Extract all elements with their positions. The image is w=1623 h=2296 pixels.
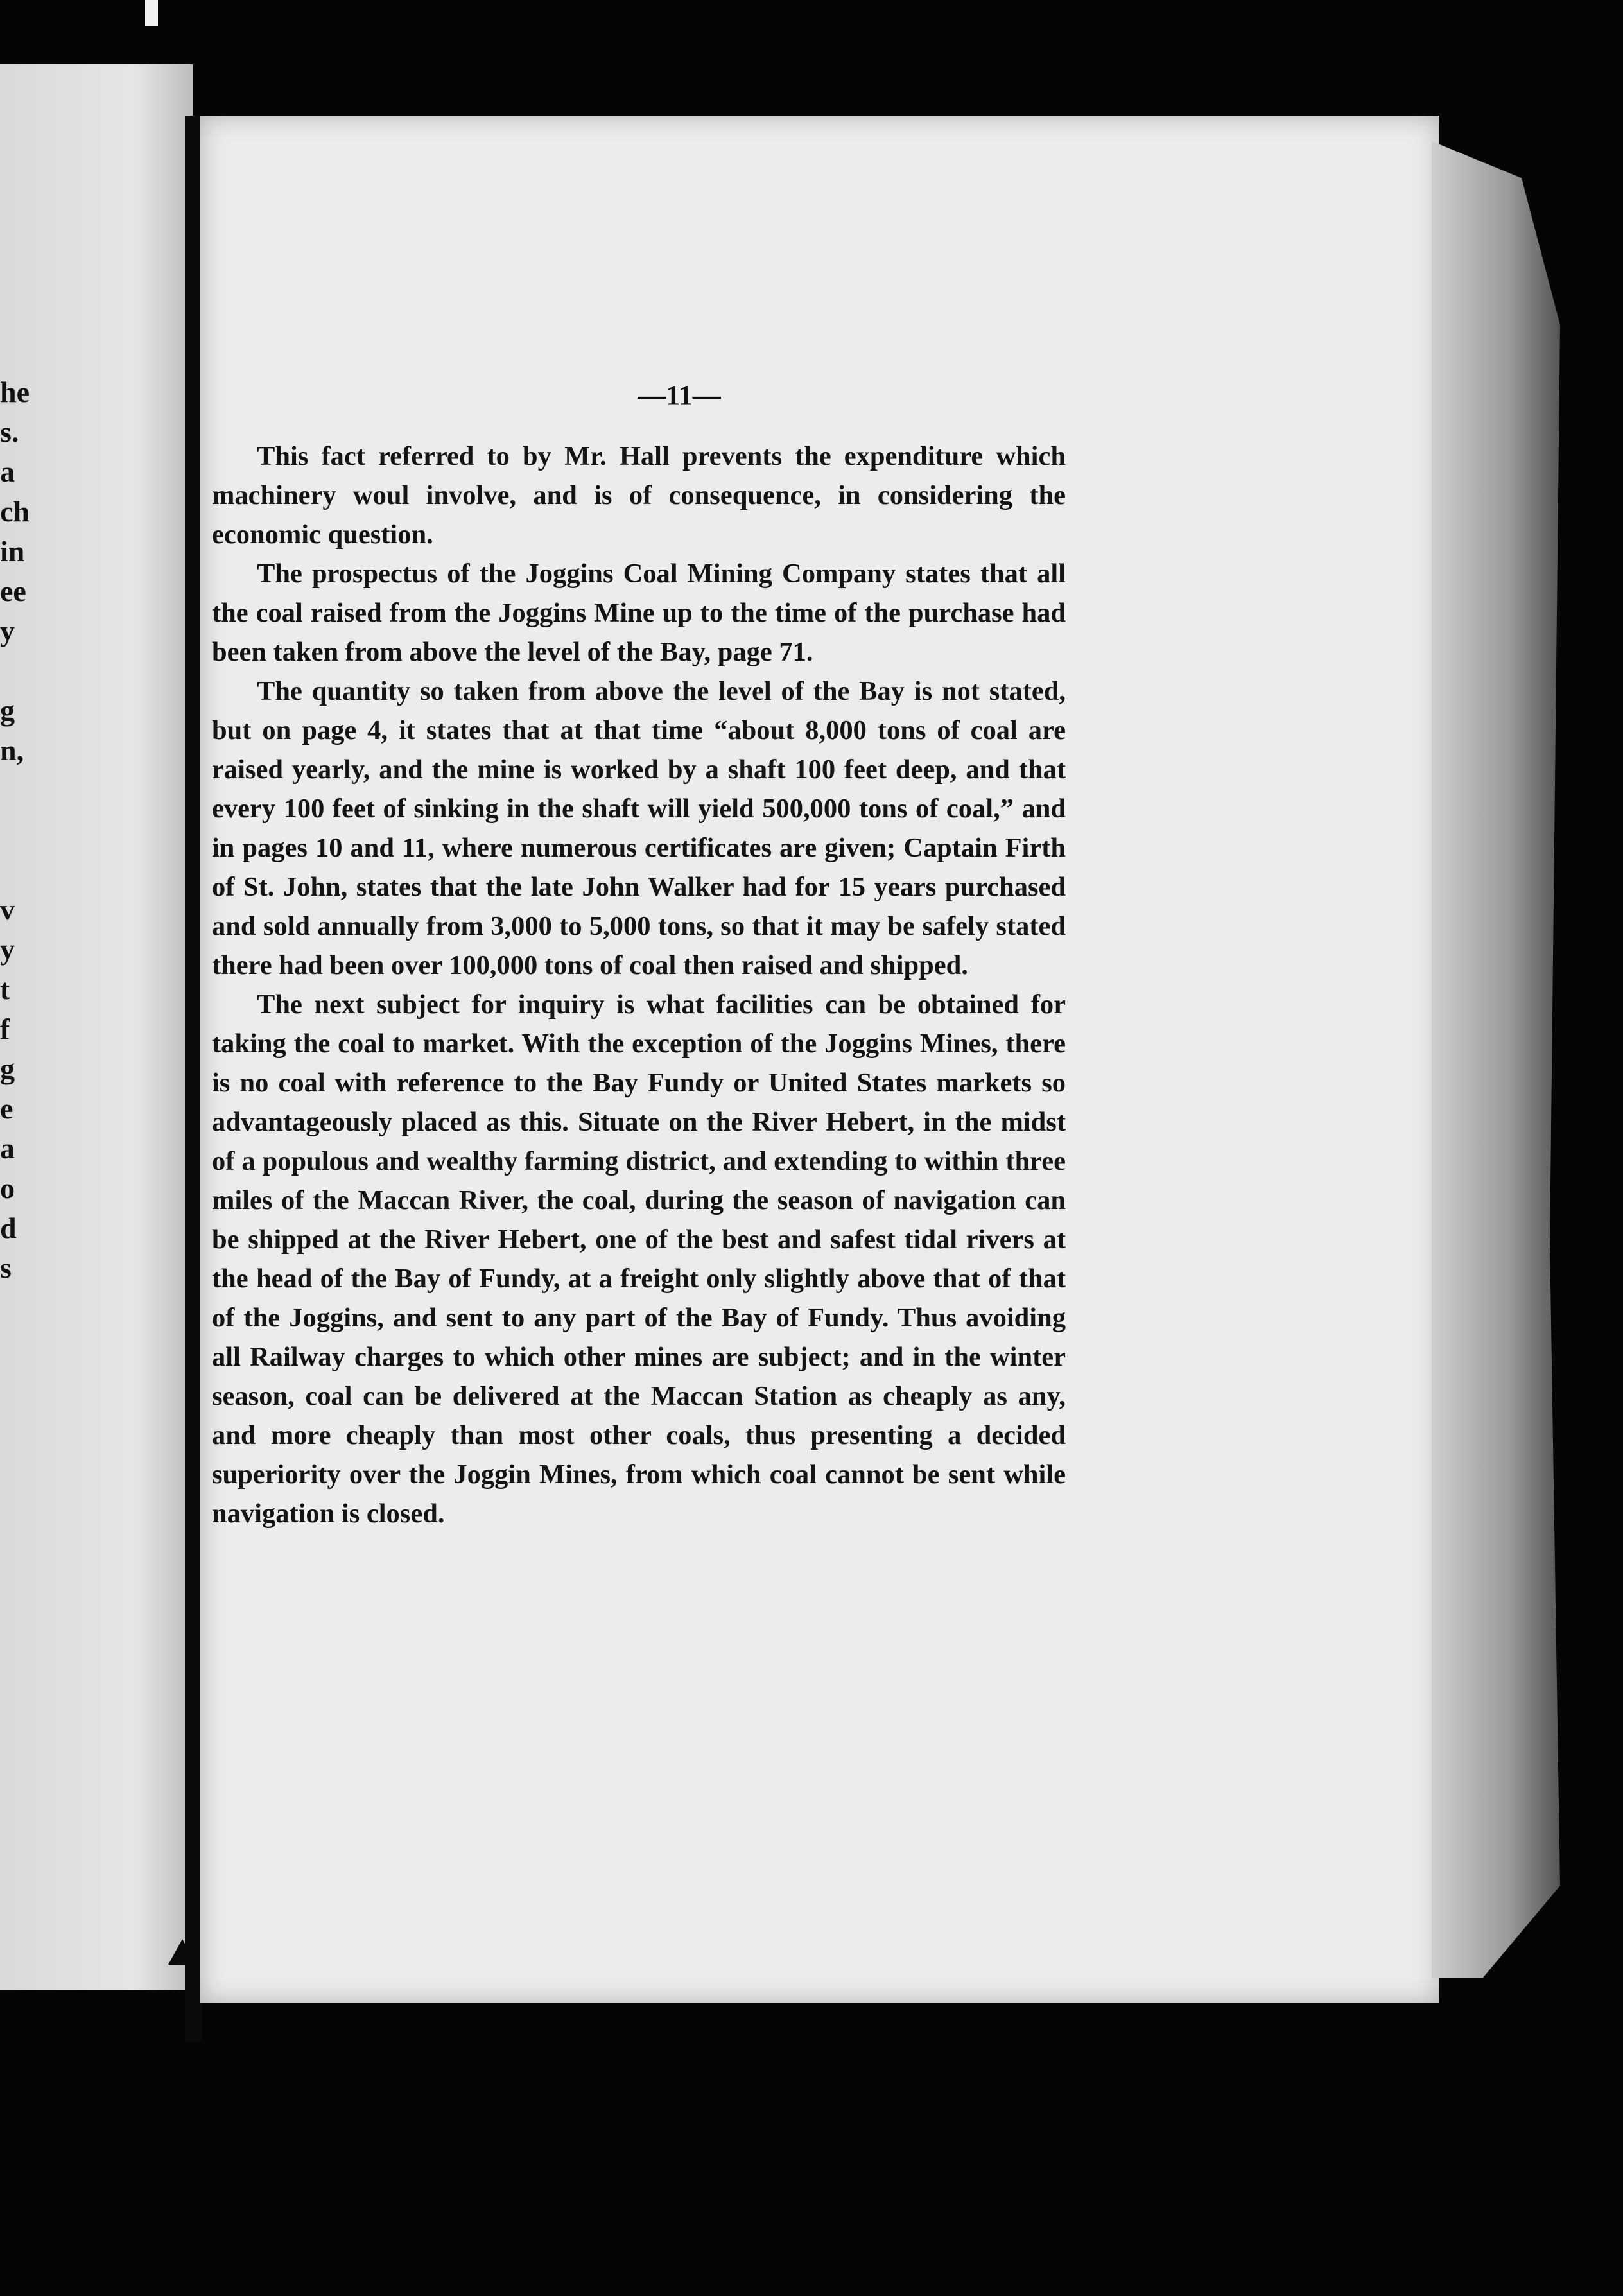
paragraph: The prospectus of the Joggins Coal Mining Company states that all the coal raised from the Joggins Mine up to the time of the purchase had been taken from above the level of the Bay, page 71. xyxy=(212,559,1066,667)
page-edge xyxy=(1432,141,1560,1978)
facing-page-fragment: ch xyxy=(0,495,30,528)
facing-page-text-fragments xyxy=(0,372,51,1288)
facing-page-fragment xyxy=(0,810,51,850)
corner-mark xyxy=(145,0,158,26)
book-spine xyxy=(185,116,202,2042)
facing-page-fragment: a xyxy=(0,1132,15,1165)
facing-page-fragment: s xyxy=(0,1251,12,1284)
facing-page-fragment: f xyxy=(0,1013,10,1045)
facing-page-fragment xyxy=(0,770,51,810)
page-number: —11— xyxy=(638,379,721,411)
paragraph: This fact referred to by Mr. Hall prevents the expenditure which machinery woul involve, and is of consequence, in considering the economic question. xyxy=(212,441,1066,550)
facing-page-fragment: t xyxy=(0,973,10,1005)
facing-page-fragment: n, xyxy=(0,734,24,767)
paragraph: The quantity so taken from above the level of the Bay is not stated, but on page 4, it states that at that time “about 8,000 tons of coal are raised yearly, and the mine is worked by a shaft 100 feet deep, and that every 100 feet of sinking in the shaft will yield 500,000 tons of coal,” and in pages 10 and 11, where numerous certificates are given; Captain Firth of St. John, states that the late John Walker had for 15 years purchased and sold annually from 3,000 to 5,000 tons, so that it may be safely stated there had been over 100,000 tons of coal then raised and shipped. xyxy=(212,676,1066,980)
facing-page-fragment: o xyxy=(0,1172,15,1205)
spine-marker xyxy=(168,1939,196,1965)
facing-page-fragment: a xyxy=(0,455,15,488)
paragraph: The next subject for inquiry is what facilities can be obtained for taking the coal to market. With the exception of the Joggins Mines, there is no coal with reference to the Bay Fundy or United States markets so advantageously placed as this. Situate on the River Hebert, in the midst of a populous and wealthy farming district, and extending to within three miles of the Maccan River, the coal, during the season of navigation can be shipped at the River Hebert, one of the best and safest tidal rivers at the head of the Bay of Fundy, at a freight only slightly above that of that of the Joggins, and sent to any part of the Bay of Fundy. Thus avoiding all Railway charges to which other mines are subject; and in the winter season, coal can be delivered at the Maccan Station as cheaply as any, and more cheaply than most other coals, thus presenting a decided superiority over the Joggin Mines, from which coal cannot be sent while navigation is closed. xyxy=(212,989,1066,1529)
facing-page-fragment: d xyxy=(0,1212,17,1244)
facing-page-fragment: y xyxy=(0,614,15,647)
facing-page-fragment: s. xyxy=(0,415,19,448)
facing-page-fragment: g xyxy=(0,1052,15,1085)
facing-page-fragment xyxy=(0,850,51,890)
facing-page-fragment: ee xyxy=(0,575,26,607)
facing-page-fragment: he xyxy=(0,376,30,408)
facing-page-fragment: y xyxy=(0,933,15,966)
facing-page-fragment xyxy=(0,651,51,691)
facing-page-fragment: e xyxy=(0,1092,13,1125)
facing-page-fragment: v xyxy=(0,893,15,926)
facing-page-fragment: g xyxy=(0,694,15,727)
facing-page-fragment: in xyxy=(0,535,25,568)
body-text xyxy=(212,437,1066,1533)
